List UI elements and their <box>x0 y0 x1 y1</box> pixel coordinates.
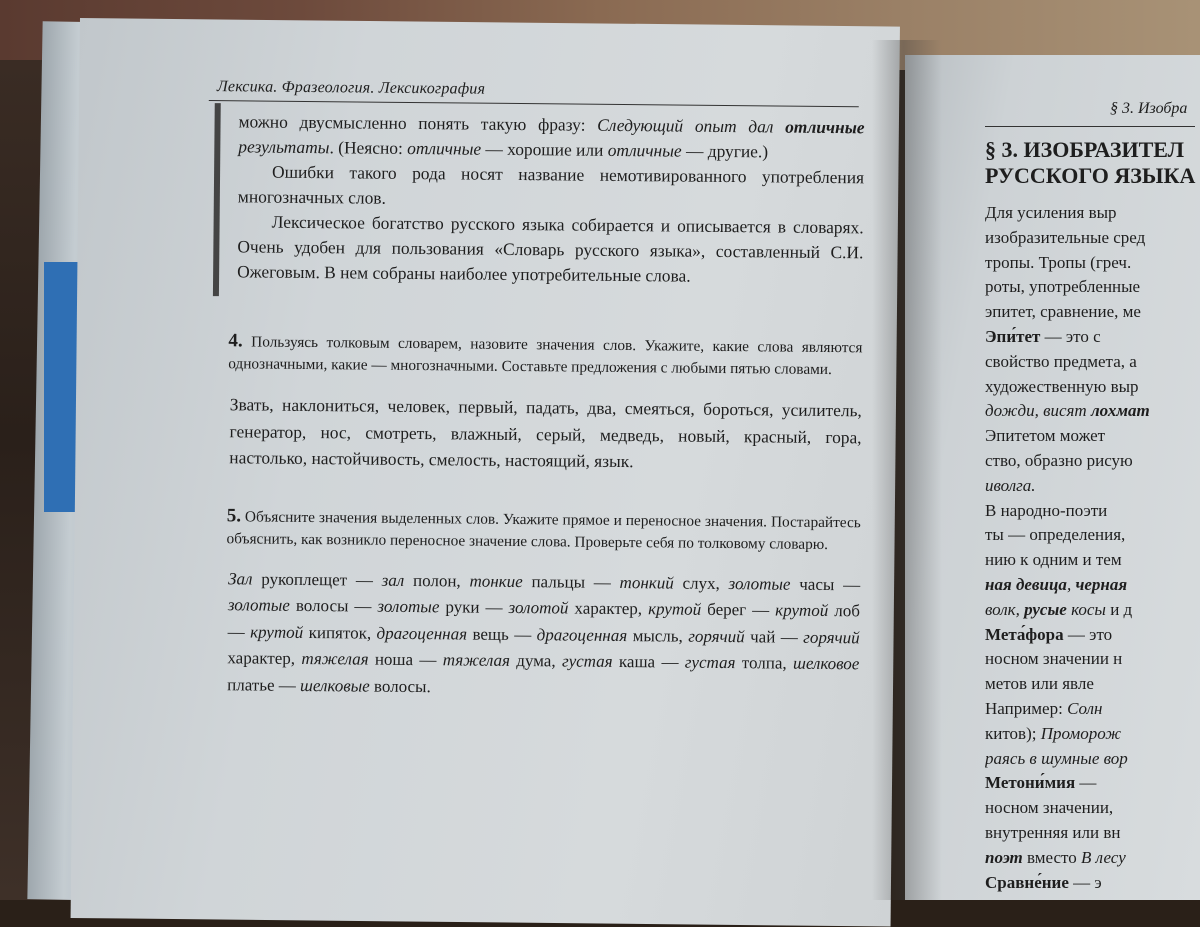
right-text-line <box>985 399 1200 424</box>
exercise-4 <box>228 330 862 381</box>
running-head: Лексика. Фразеология. Лексикография <box>216 78 486 98</box>
text-segment: — э <box>1068 872 1102 892</box>
right-text-line <box>985 325 1200 350</box>
text-segment: волк, <box>985 599 1025 619</box>
text-segment: мысль, <box>627 625 689 646</box>
text-segment: отличные <box>607 139 682 161</box>
text-segment: Сравне́ние <box>985 872 1069 892</box>
right-text-line <box>985 275 1200 300</box>
text-segment: часы — <box>790 574 861 594</box>
text-segment: метов или явле <box>985 674 1094 694</box>
right-text-line <box>985 573 1200 598</box>
theory-block <box>213 103 865 302</box>
text-segment: Ошибки такого рода носят название немотивированного употребления многозначных слов. <box>237 161 865 208</box>
text-segment: ная девица <box>985 574 1067 594</box>
text-segment: . (Неясно: <box>329 137 408 158</box>
text-segment: Для усиления выр <box>985 203 1117 222</box>
text-segment: поэт <box>985 847 1023 867</box>
text-segment: рукоплещет — <box>252 568 382 590</box>
text-segment: густая <box>684 652 736 673</box>
right-text-line <box>985 201 1200 226</box>
text-segment: волосы — <box>289 595 378 616</box>
right-text-line <box>985 226 1200 251</box>
right-text-line <box>985 821 1200 846</box>
text-segment: косы <box>1066 599 1106 619</box>
text-segment: В народно-поэти <box>985 500 1108 520</box>
text-segment: характер, <box>568 598 649 619</box>
text-segment: носном значении н <box>985 649 1123 669</box>
text-segment: и д <box>1105 599 1133 619</box>
text-segment: платье — <box>227 674 301 695</box>
text-segment: золотой <box>508 597 569 618</box>
exercise-number: 5. <box>226 504 242 526</box>
text-segment: — хорошие или <box>481 138 608 160</box>
right-text-line <box>985 771 1200 796</box>
right-text-line <box>985 300 1200 325</box>
right-text-line <box>985 672 1200 697</box>
text-segment: лохмат <box>1090 401 1150 421</box>
text-segment: чай — <box>744 626 804 647</box>
text-segment: тропы. Тропы (греч. <box>985 252 1132 272</box>
theory-paragraph <box>238 109 864 165</box>
text-segment: шелковое <box>792 653 860 674</box>
text-segment: пальцы — <box>522 571 620 592</box>
right-body-text <box>985 201 1200 895</box>
text-segment: толпа, <box>735 653 794 673</box>
exercise-5-phrases <box>227 566 860 705</box>
right-text-line <box>985 375 1200 400</box>
text-segment: — это с <box>1040 326 1101 346</box>
theory-paragraph <box>237 209 864 290</box>
text-segment: характер, <box>227 648 302 668</box>
text-segment: черная <box>1075 574 1128 594</box>
text-segment: волосы. <box>369 676 431 696</box>
text-segment: тонкий <box>619 572 674 593</box>
text-segment: руки — <box>439 597 509 617</box>
text-segment: китов); <box>985 723 1041 743</box>
text-segment: раясь в шумные вор <box>985 748 1128 768</box>
right-text-line <box>985 424 1200 449</box>
text-segment: золотые <box>227 595 290 615</box>
text-segment: Проморож <box>1040 723 1122 743</box>
right-text-line <box>985 647 1200 672</box>
text-segment: Зал <box>228 568 253 588</box>
text-segment: слух, <box>673 573 729 593</box>
text-segment: тяжелая <box>301 648 369 669</box>
right-text-line <box>985 697 1200 722</box>
text-segment: свойство предмета, а <box>985 351 1137 371</box>
text-segment: Мета́фора <box>985 624 1064 644</box>
right-text-line <box>985 474 1200 499</box>
text-segment: кипяток, <box>303 622 377 643</box>
text-segment: иволга. <box>985 475 1036 495</box>
text-segment: носном значении, <box>985 798 1114 818</box>
text-segment: эпитет, сравнение, ме <box>985 302 1141 322</box>
text-segment: крутой <box>648 599 702 619</box>
right-text-line <box>985 598 1200 623</box>
right-text-line <box>985 523 1200 548</box>
text-segment: зал <box>381 570 405 590</box>
text-segment: Эпи́тет <box>985 326 1041 346</box>
right-text-line <box>985 449 1200 474</box>
book-gutter-shadow <box>872 40 942 900</box>
text-segment: лоб — <box>227 601 860 641</box>
text-segment: В лесу <box>1081 847 1126 867</box>
text-segment: Эпитетом может <box>985 426 1106 446</box>
text-segment: золотые <box>377 596 440 617</box>
text-segment: берег — <box>701 599 776 620</box>
right-page <box>985 100 1200 895</box>
text-segment: горячий <box>803 627 860 647</box>
text-segment: ты — определения, <box>985 525 1126 545</box>
section-title-line: РУССКОГО ЯЗЫКА <box>985 163 1196 188</box>
right-text-line <box>985 846 1200 871</box>
text-segment: дума, <box>509 650 563 671</box>
right-text-line <box>985 251 1200 276</box>
text-segment: нию к одним и тем <box>985 550 1122 570</box>
text-segment: горячий <box>688 626 745 646</box>
exercise-instruction: Пользуясь толковым словарем, назовите значения слов. Укажите, какие слова являются однозначными, какие — многозначными. Составьте предложения с любыми пятью словами. <box>228 333 863 379</box>
text-segment: — <box>1075 773 1097 793</box>
text-segment: вместо <box>1022 847 1082 867</box>
text-segment: тонкие <box>469 571 523 591</box>
text-segment: можно двусмысленно понять такую фразу: <box>238 111 598 135</box>
text-segment: вещь — <box>466 624 537 644</box>
text-segment: роты, употребленные <box>985 277 1141 297</box>
text-segment: Следующий опыт дал <box>597 114 786 137</box>
text-segment: Метони́мия <box>985 773 1076 793</box>
text-segment: внутренняя или вн <box>985 822 1121 842</box>
left-page <box>199 78 865 704</box>
right-text-line <box>985 623 1200 648</box>
right-text-line <box>985 871 1200 896</box>
right-running-head: § 3. Изобра <box>1110 100 1188 117</box>
text-segment: Солн <box>1067 698 1103 718</box>
text-segment: русые <box>1024 599 1067 619</box>
text-segment: дожди, висят <box>985 401 1091 421</box>
text-segment: густая <box>561 651 613 671</box>
text-segment: художественную выр <box>985 376 1139 396</box>
exercise-instruction: Объясните значения выделенных слов. Укажите прямое и переносное значения. Постарайтесь объяснить, как возникло переносное значение слова. Проверьте себя по толковому словарю. <box>226 507 861 553</box>
text-segment: шелковые <box>300 675 370 696</box>
text-segment: — другие.) <box>681 140 769 162</box>
text-segment: полон, <box>404 570 470 591</box>
text-segment: — это <box>1063 624 1113 644</box>
right-text-line <box>985 722 1200 747</box>
text-segment: тяжелая <box>442 650 511 670</box>
text-segment: отличные <box>785 116 865 138</box>
text-segment: результаты <box>238 136 330 158</box>
text-segment: драгоценная <box>536 624 628 645</box>
text-segment: драгоценная <box>376 623 468 644</box>
text-segment: Лексическое богатство русского языка собирается и описывается в словарях. Очень удобен для пользования «Словарь русского языка», составленный С.И. Ожеговым. В нем собраны наиболее употребительные слова. <box>237 211 864 286</box>
text-segment: ство, образно рисую <box>985 450 1133 470</box>
exercise-number: 4. <box>228 330 243 352</box>
text-segment: отличные <box>407 137 482 159</box>
text-segment: изобразительные сред <box>985 227 1146 247</box>
exercise-4-words: Звать, наклониться, человек, первый, падать, два, смеяться, бороться, усилитель, генератор, нос, смотреть, влажный, серый, медведь, новый, красный, гора, настолько, настойчивость, смелость, настоящий, язык. <box>229 394 862 472</box>
text-segment: каша — <box>612 651 685 672</box>
text-segment: крутой <box>250 621 304 642</box>
right-text-line <box>985 796 1200 821</box>
text-segment: ноша — <box>368 649 443 670</box>
right-text-line <box>985 350 1200 375</box>
text-segment: , <box>1066 574 1076 594</box>
section-title-line: § 3. ИЗОБРАЗИТЕЛ <box>985 137 1185 162</box>
theory-paragraph <box>238 159 864 215</box>
blue-cover-strip <box>44 262 78 512</box>
text-segment: золотые <box>728 573 791 594</box>
right-text-line <box>985 548 1200 573</box>
right-text-line <box>985 747 1200 772</box>
text-segment: Например: <box>985 698 1068 718</box>
exercise-5 <box>226 505 860 556</box>
right-text-line <box>985 499 1200 524</box>
text-segment: крутой <box>775 600 829 621</box>
right-header-rule <box>985 126 1195 127</box>
